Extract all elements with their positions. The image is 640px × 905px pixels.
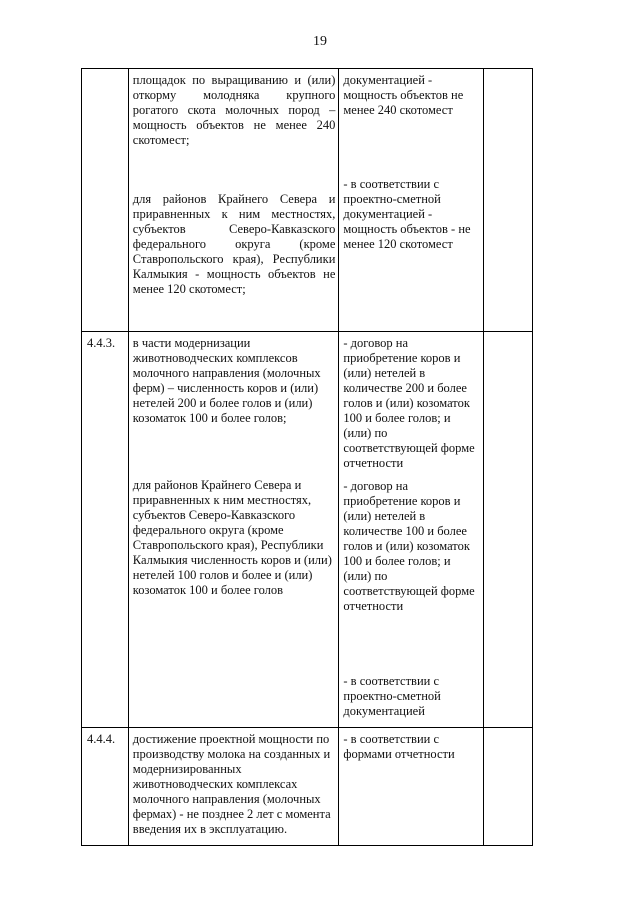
document-paragraph: - договор на приобретение коров и (или) нетелей в количестве 200 и более голов и (или) козоматок 100 и более голов; и (или) по соответствующей форме отчетности xyxy=(343,336,475,470)
document-paragraph: документацией - мощность объектов не менее 240 скотомест xyxy=(343,73,464,117)
description-paragraph: для районов Крайнего Севера и приравненных к ним местностях, субъектов Северо-Кавказского федерального округа (кроме Ставропольского края), Республики Калмыкия - мощность объектов не менее 120 скотомест; xyxy=(132,192,336,296)
item-number: 4.4.4. xyxy=(82,728,129,846)
table-row xyxy=(82,728,533,846)
description-paragraph: в части модернизации животноводческих комплексов молочного направления (молочных ферм) – численность коров и (или) нетелей 200 и более голов и (или) козоматок 100 и более голов; xyxy=(132,336,321,425)
confirming-document xyxy=(339,69,484,332)
table-row xyxy=(82,332,533,728)
item-description xyxy=(128,332,339,728)
description-paragraph: площадок по выращиванию и (или) откорму молодняка крупного рогатого скота молочных пород – мощность объектов не менее 240 скотомест; xyxy=(132,73,336,147)
item-description xyxy=(128,69,339,332)
description-paragraph: достижение проектной мощности по производству молока на созданных и модернизированных животноводческих комплексах молочного направления (молочных фермах) - не позднее 2 лет с момента введения их в эксплуатацию. xyxy=(132,732,331,836)
empty-cell xyxy=(484,69,533,332)
confirming-document xyxy=(339,728,484,846)
document-paragraph: - в соответствии с проектно-сметной документацией xyxy=(343,674,441,718)
page-number: 19 xyxy=(313,34,327,49)
empty-cell xyxy=(484,332,533,728)
document-paragraph: - в соответствии с проектно-сметной документацией - мощность объектов - не менее 120 скотомест xyxy=(343,177,471,251)
item-number xyxy=(82,69,129,332)
document-paragraph: - в соответствии с формами отчетности xyxy=(343,732,455,761)
table-row xyxy=(82,69,533,332)
description-paragraph: для районов Крайнего Севера и приравненных к ним местностях, субъектов Северо-Кавказского федерального округа (кроме Ставропольского края), Республики Калмыкия численность коров и (или) нетелей 100 голов и более и (или) козоматок 100 и более голов xyxy=(132,478,332,597)
item-description xyxy=(128,728,339,846)
item-number: 4.4.3. xyxy=(82,332,129,728)
document-paragraph: - договор на приобретение коров и (или) нетелей в количестве 100 и более голов и (или) козоматок 100 и более голов; и (или) по соответствующей форме отчетности xyxy=(343,479,475,613)
empty-cell xyxy=(484,728,533,846)
requirements-table xyxy=(81,68,533,846)
confirming-document xyxy=(339,332,484,728)
